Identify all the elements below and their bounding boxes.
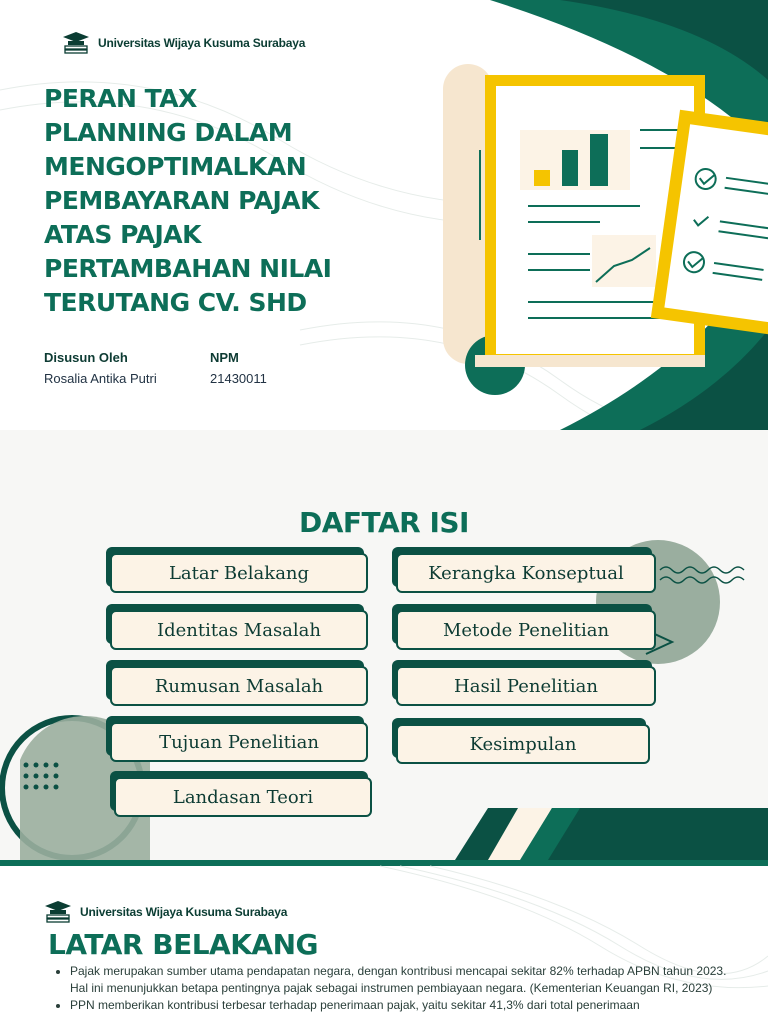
toc-item-hasil-penelitian[interactable]: Hasil Penelitian — [396, 666, 656, 706]
title-line: PERTAMBAHAN NILAI — [44, 254, 332, 283]
title-line: PEMBAYARAN PAJAK — [44, 186, 319, 215]
background-bullets — [58, 963, 738, 1014]
graduation-cap-icon — [44, 900, 72, 924]
npm-label: NPM — [210, 350, 239, 365]
toc-item-identitas-masalah[interactable]: Identitas Masalah — [110, 610, 368, 650]
toc-title: DAFTAR ISI — [299, 506, 469, 539]
npm-value: 21430011 — [210, 371, 267, 386]
list-item: • PPN memberikan kontribusi terbesar terhadap penerimaan pajak, yaitu sekitar 41,3% dari total penerimaan — [70, 997, 738, 1014]
list-item: • Pajak merupakan sumber utama pendapatan negara, dengan kontribusi mencapai sekitar 82% terhadap APBN tahun 2023. Hal ini menunjukkan betapa pentingnya pajak sebagai instrumen pembiayaan negara. (Kementerian Keuangan RI, 2023) — [70, 963, 738, 997]
toc-item-kesimpulan[interactable]: Kesimpulan — [396, 724, 650, 764]
author-label: Disusun Oleh — [44, 350, 128, 365]
title-line: MENGOPTIMALKAN — [44, 152, 307, 181]
toc-item-tujuan-penelitian[interactable]: Tujuan Penelitian — [110, 722, 368, 762]
graduation-cap-icon — [62, 31, 90, 55]
title-line: TERUTANG CV. SHD — [44, 288, 307, 317]
university-name: Universitas Wijaya Kusuma Surabaya — [98, 36, 306, 50]
npm-block — [210, 350, 267, 386]
title-line: PLANNING DALAM — [44, 118, 293, 147]
toc-item-rumusan-masalah[interactable]: Rumusan Masalah — [110, 666, 368, 706]
title-line: ATAS PAJAK — [44, 220, 201, 249]
section-title: LATAR BELAKANG — [48, 928, 319, 961]
university-header — [44, 900, 287, 924]
toc-item-latar-belakang[interactable]: Latar Belakang — [110, 553, 368, 593]
author-block — [44, 350, 157, 386]
toc-item-landasan-teori[interactable]: Landasan Teori — [114, 777, 372, 817]
author-name: Rosalia Antika Putri — [44, 371, 157, 386]
title-line: PERAN TAX — [44, 84, 197, 113]
toc-item-kerangka-konseptual[interactable]: Kerangka Konseptual — [396, 553, 656, 593]
university-header — [62, 31, 305, 55]
slide-cover — [0, 0, 768, 430]
university-name: Universitas Wijaya Kusuma Surabaya — [80, 905, 288, 919]
cover-title — [44, 82, 424, 320]
toc-item-metode-penelitian[interactable]: Metode Penelitian — [396, 610, 656, 650]
